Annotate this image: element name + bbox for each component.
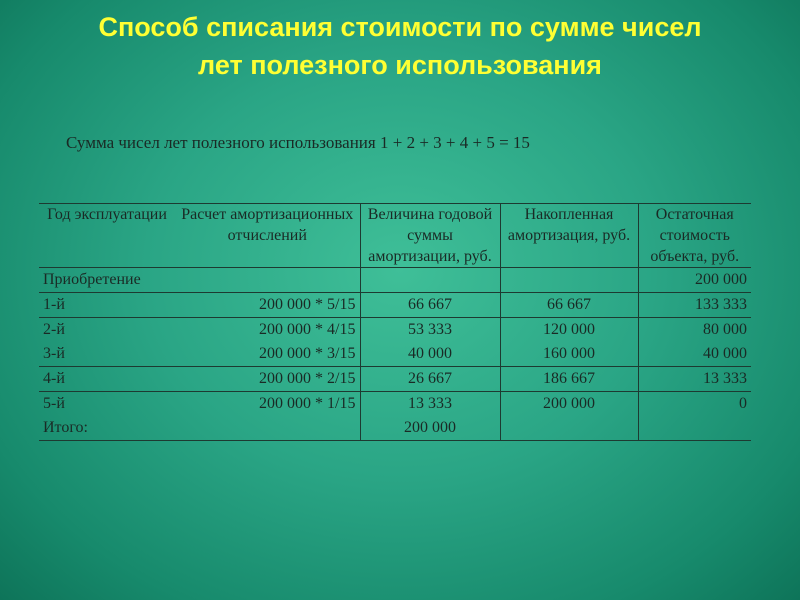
table-header-row: [39, 204, 751, 268]
cell-calc: 200 000 * 2/15: [259, 370, 356, 387]
header-year: Год эксплуатации: [47, 206, 167, 223]
cell-calc: [175, 268, 360, 293]
cell-year: 3-й: [43, 345, 65, 362]
cell-year: Приобретение: [43, 271, 141, 288]
total-calc-empty: [175, 416, 360, 441]
cell-accum: [500, 268, 638, 293]
total-residual-empty: [638, 416, 751, 441]
amortization-table: [39, 203, 751, 441]
header-residual: Остаточная стоимость объекта, руб.: [638, 204, 751, 268]
cell-year: 4-й: [43, 370, 65, 387]
cell-residual: 133 333: [638, 293, 751, 318]
cell-annual: [360, 268, 500, 293]
cell-annual: 13 333: [360, 392, 500, 417]
table-row: [39, 392, 751, 417]
table-row: [39, 268, 751, 293]
header-accum: Накопленная амортизация, руб.: [500, 204, 638, 268]
cell-annual: 26 667: [360, 367, 500, 392]
header-calc: Расчет амортизационных отчислений: [181, 206, 354, 244]
cell-year: 2-й: [43, 321, 65, 338]
total-label: Итого:: [43, 419, 88, 436]
cell-accum: 66 667: [500, 293, 638, 318]
cell-residual: 0: [638, 392, 751, 417]
total-accum-empty: [500, 416, 638, 441]
table-row: [39, 367, 751, 392]
cell-accum: 120 000: [500, 318, 638, 343]
cell-residual: 40 000: [638, 342, 751, 367]
cell-accum: 186 667: [500, 367, 638, 392]
cell-calc: 200 000 * 4/15: [259, 321, 356, 338]
cell-calc: 200 000 * 5/15: [259, 296, 356, 313]
cell-annual: 66 667: [360, 293, 500, 318]
cell-accum: 200 000: [500, 392, 638, 417]
slide-title: [0, 8, 800, 84]
cell-calc: 200 000 * 3/15: [259, 345, 356, 362]
table-total-row: [39, 416, 751, 441]
cell-calc: 200 000 * 1/15: [259, 395, 356, 412]
cell-year: 1-й: [43, 296, 65, 313]
table-row: [39, 293, 751, 318]
header-annual: Величина годовой суммы амортизации, руб.: [360, 204, 500, 268]
title-line-2: лет полезного использования: [198, 50, 602, 80]
cell-accum: 160 000: [500, 342, 638, 367]
total-annual: 200 000: [360, 416, 500, 441]
title-line-1: Способ списания стоимости по сумме чисел: [98, 12, 702, 42]
table-row: [39, 318, 751, 343]
formula-text: Сумма чисел лет полезного использования 1 + 2 + 3 + 4 + 5 = 15: [66, 133, 530, 152]
cell-residual: 200 000: [638, 268, 751, 293]
cell-residual: 13 333: [638, 367, 751, 392]
cell-residual: 80 000: [638, 318, 751, 343]
cell-annual: 53 333: [360, 318, 500, 343]
cell-year: 5-й: [43, 395, 65, 412]
cell-annual: 40 000: [360, 342, 500, 367]
table-row: [39, 342, 751, 367]
